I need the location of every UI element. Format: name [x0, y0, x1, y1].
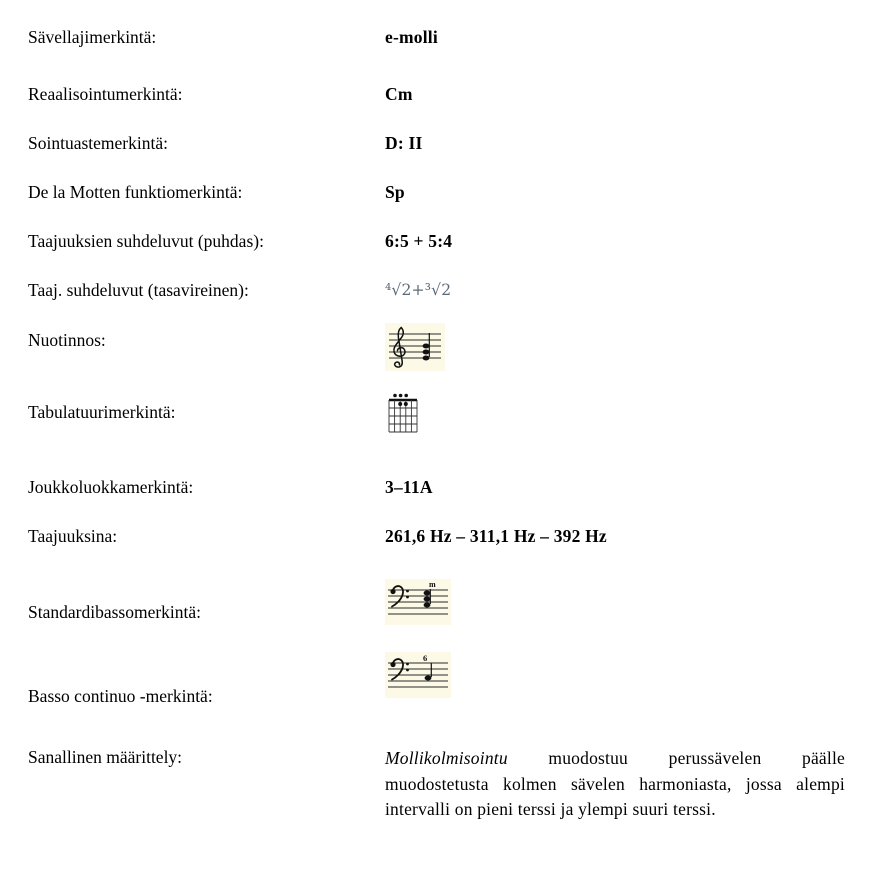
treble-staff-chord-image	[385, 323, 445, 371]
verbal-definition-paragraph	[385, 746, 845, 823]
row-basso-continuo	[28, 652, 846, 707]
field-value: 3–11A	[385, 477, 433, 497]
finger-dots	[398, 402, 408, 406]
field-label: Joukkoluokkamerkintä:	[28, 477, 194, 497]
field-label: Nuotinnos:	[28, 330, 106, 350]
field-label: Basso continuo -merkintä:	[28, 686, 213, 706]
open-string-dots	[393, 394, 408, 398]
chord-quality-annotation: m	[429, 580, 436, 589]
row-standard-bass	[28, 579, 846, 625]
row-notation	[28, 323, 846, 371]
field-value	[385, 323, 445, 371]
definition-text: muodostuu perussävelen päälle muodostetusta kolmen sävelen harmoniasta, jossa alempi intervalli on pieni terssi ja ylempi suuri terssi.	[385, 748, 845, 819]
field-value: 6:5 + 5:4	[385, 231, 453, 251]
field-value: Sp	[385, 182, 405, 202]
row-set-class	[28, 476, 846, 498]
field-value	[385, 579, 451, 625]
term-lead-word: Mollikolmisointu	[385, 748, 508, 768]
field-value	[385, 391, 421, 437]
field-value: D: II	[385, 133, 423, 153]
bass-staff-note-image	[385, 652, 451, 698]
field-label: Sointuastemerkintä:	[28, 133, 168, 153]
row-verbal-definition	[28, 746, 846, 823]
chord-notes	[424, 589, 431, 608]
field-label: Sävellajimerkintä:	[28, 27, 157, 47]
bass-staff-chord-image	[385, 579, 451, 625]
field-label: De la Motten funktiomerkintä:	[28, 182, 243, 202]
row-frequencies	[28, 525, 846, 547]
math-formula: ⁴√2+³√2	[385, 281, 452, 299]
field-label: Standardibassomerkintä:	[28, 602, 202, 622]
field-label: Sanallinen määrittely:	[28, 747, 183, 767]
fret-lines	[389, 408, 417, 432]
guitar-chord-diagram-image	[385, 391, 421, 437]
field-label: Taaj. suhdeluvut (tasavireinen):	[28, 280, 249, 300]
row-key-signature	[28, 26, 846, 48]
field-value	[385, 652, 451, 698]
field-label: Taajuuksina:	[28, 526, 118, 546]
row-function-notation	[28, 181, 846, 203]
row-scale-degree	[28, 132, 846, 154]
field-label: Tabulatuurimerkintä:	[28, 402, 176, 422]
row-tablature	[28, 391, 846, 437]
field-label: Taajuuksien suhdeluvut (puhdas):	[28, 231, 264, 251]
field-value: Cm	[385, 84, 413, 104]
field-value: e-molli	[385, 27, 438, 47]
field-label: Reaalisointumerkintä:	[28, 84, 183, 104]
row-real-chord	[28, 83, 846, 105]
row-freq-ratios-pure	[28, 230, 846, 252]
figured-bass-annotation: 6	[423, 653, 428, 663]
row-freq-ratios-equal	[28, 279, 846, 301]
field-value: 261,6 Hz – 311,1 Hz – 392 Hz	[385, 526, 607, 546]
